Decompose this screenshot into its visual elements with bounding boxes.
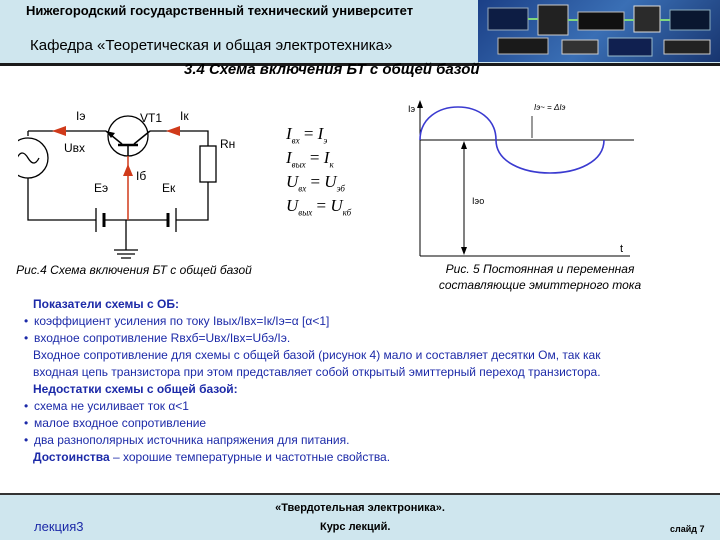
ib-arrow-icon	[123, 164, 133, 176]
battery-ee-icon	[96, 208, 104, 232]
formula-row: $U_{вых} = U_{кб}$	[286, 196, 352, 218]
ik-arrow-icon	[166, 126, 180, 136]
paragraph-line: Входное сопротивление для схемы с общей базой (рисунок 4) мало и составляет десятки Ом, так как	[33, 348, 601, 362]
label-ie: Iэ	[76, 109, 86, 123]
electronics-collage-icon	[478, 0, 720, 62]
label-vt1: VT1	[140, 111, 163, 125]
header-electronics-image	[478, 0, 720, 62]
input-resistance-text: входное сопротивление Rвхб=Uвх/Iвх=Uбэ/Iэ.	[34, 331, 291, 345]
label-uvx: Uвх	[64, 141, 86, 155]
department-name: Кафедра «Теоретическая и общая электротехника»	[30, 37, 393, 54]
advantages-text: – хорошие температурные и частотные свойства.	[109, 450, 391, 464]
graph-curve-label: Iэ~ = ΔIэ	[534, 103, 566, 112]
graph-dc-label: Iэо	[472, 196, 485, 206]
formula-row: $U_{вх} = U_{эб}$	[286, 172, 345, 194]
ac-source-icon	[18, 138, 48, 178]
load-resistor-icon	[200, 146, 216, 182]
indicators-heading: Показатели схемы с ОБ:	[33, 297, 179, 311]
formula-row: $I_{вых} = I_к$	[286, 148, 334, 170]
drawbacks-heading: Недостатки схемы с общей базой:	[33, 382, 238, 396]
battery-ek-icon	[168, 208, 176, 232]
paragraph-line: входная цепь транзистора при этом представляет собой открытый эмиттерный переход транзистора.	[33, 365, 601, 379]
graph-x-label: t	[620, 243, 624, 255]
slide-number: слайд 7	[670, 524, 705, 534]
course-subtitle: Курс лекций.	[320, 521, 391, 533]
formula-block	[286, 124, 396, 220]
slide-title: 3.4 Схема включения БТ с общей базой	[184, 61, 480, 78]
gain-text: коэффициент усиления по току Iвых/Iвх=Iк/Iэ=α [α<1]	[34, 314, 330, 328]
course-title: «Твердотельная электроника».	[275, 502, 445, 514]
common-base-circuit-diagram	[18, 98, 258, 260]
advantages-line	[33, 449, 390, 466]
list-item: • входное сопротивление Rвхб=Uвх/Iвх=Uбэ/Iэ.	[24, 331, 291, 345]
advantages-label: Достоинства	[33, 450, 110, 464]
list-item: • схема не усиливает ток α<1	[24, 399, 189, 413]
formula-row: $I_{вх} = I_э$	[286, 124, 328, 146]
label-rn: Rн	[220, 137, 236, 151]
label-ik: Iк	[180, 109, 189, 123]
lecture-label: лекция3	[34, 519, 84, 534]
university-name: Нижегородский государственный технический университет	[26, 3, 414, 18]
label-ee: Eэ	[94, 181, 109, 195]
list-item: • коэффициент усиления по току Iвых/Iвх=Iк/Iэ=α [α<1]	[24, 314, 330, 328]
figure5-caption: Рис. 5 Постоянная и переменная составляющие эмиттерного тока	[438, 262, 642, 292]
emitter-current-graph	[400, 98, 640, 263]
label-ek: Eк	[162, 181, 176, 195]
list-item: • малое входное сопротивление	[24, 416, 207, 430]
ie-arrow-icon	[52, 126, 66, 136]
label-ib: Iб	[136, 169, 147, 183]
list-item: • два разнополярных источника напряжения для питания.	[24, 433, 350, 447]
graph-y-label: Iэ	[408, 104, 416, 114]
figure4-caption: Рис.4 Схема включения БТ с общей базой	[16, 263, 252, 277]
